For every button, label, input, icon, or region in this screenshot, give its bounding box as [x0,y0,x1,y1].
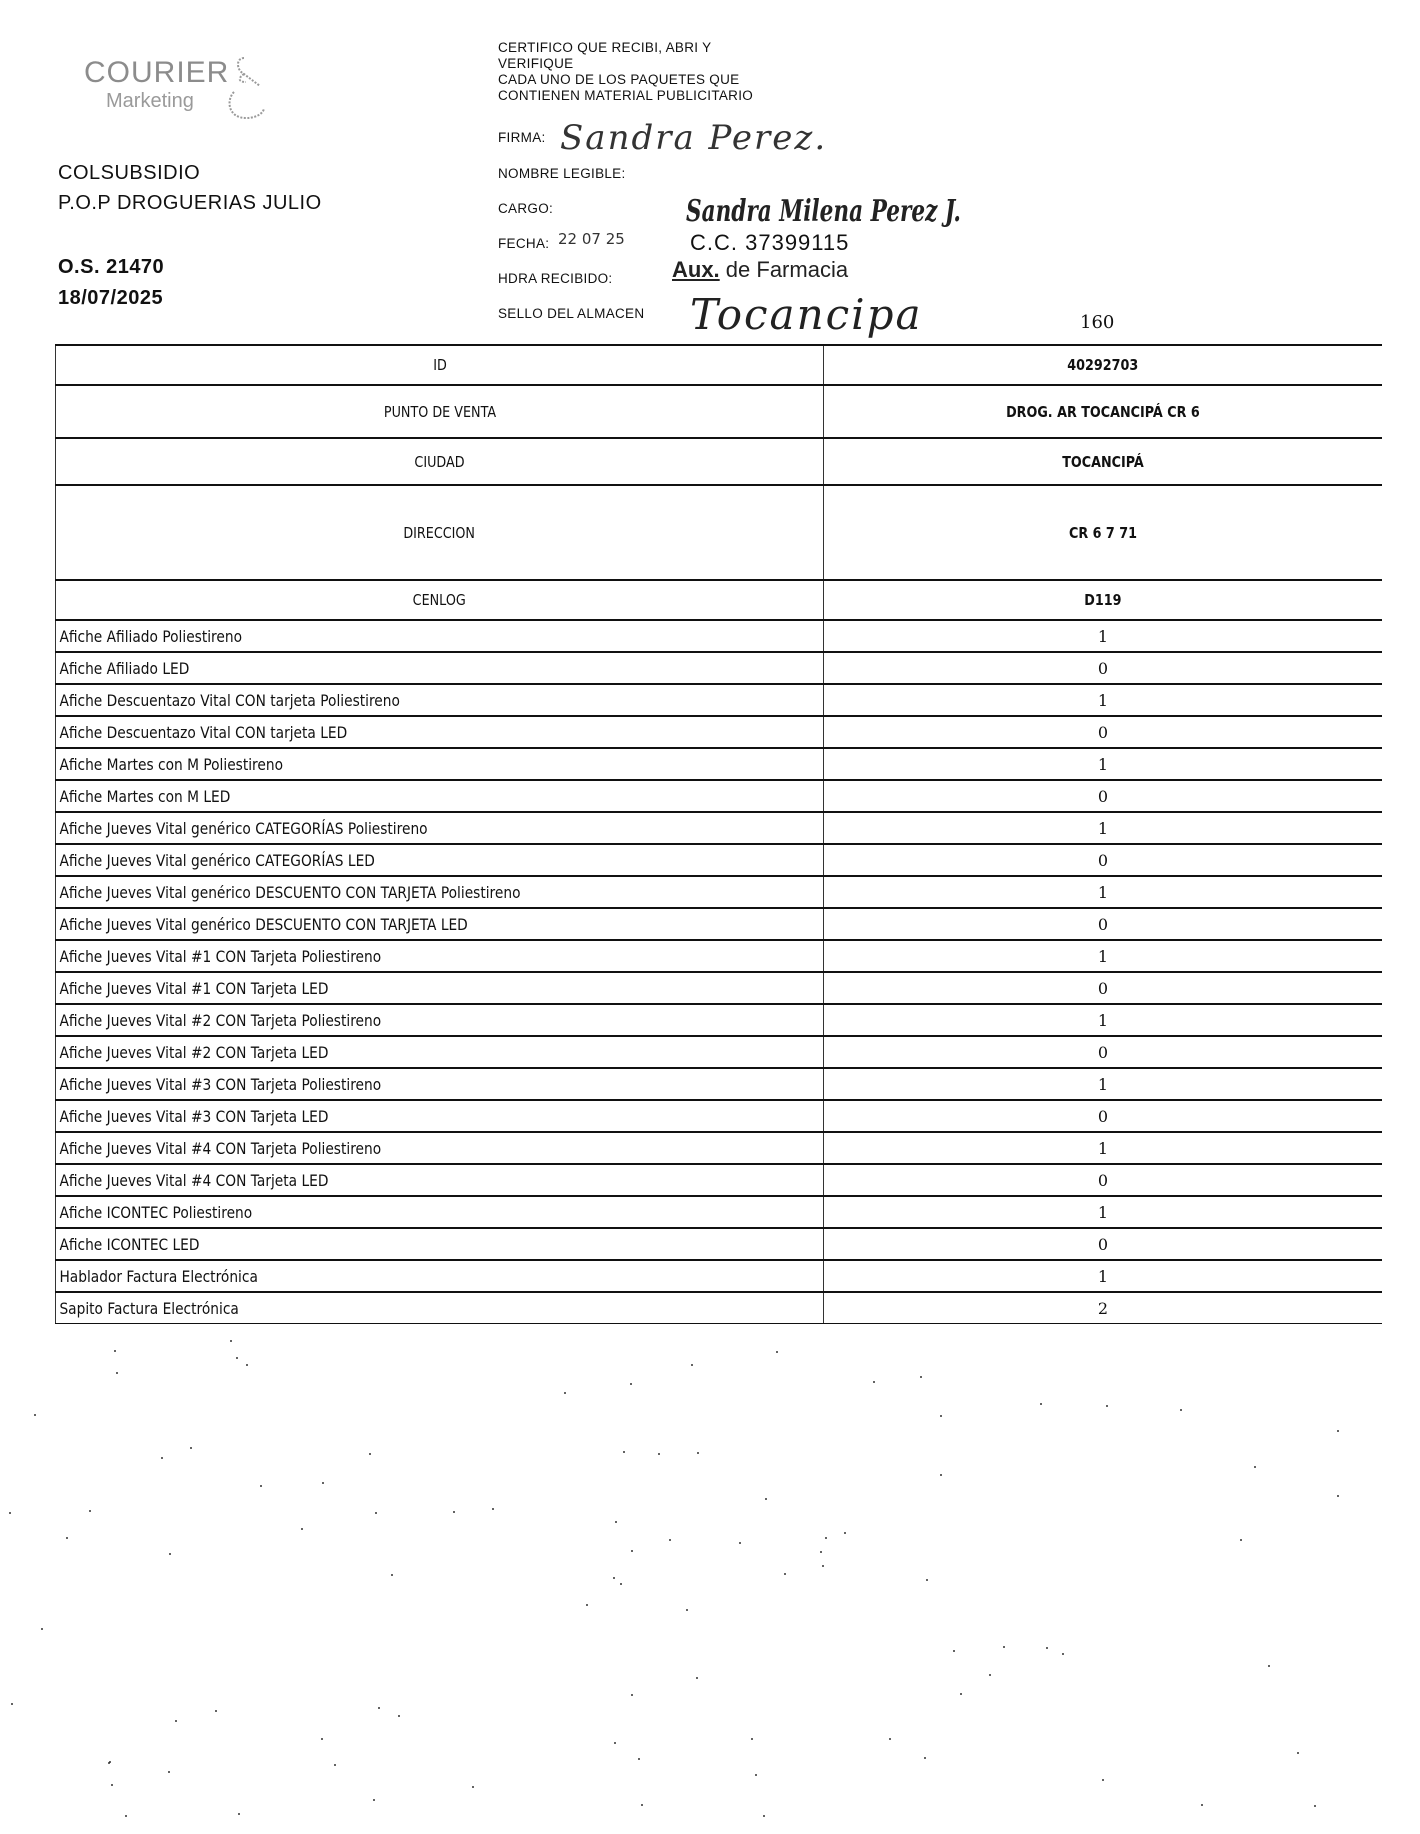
item-row [56,716,1383,748]
item-row [56,844,1383,876]
signature: Sandra Perez. [560,118,828,158]
info-value-text: TOCANCIPÁ [1062,452,1144,471]
scan-speck [691,1364,693,1366]
info-value-text: DROG. AR TOCANCIPÁ CR 6 [1006,402,1200,421]
scan-speck [1337,1495,1339,1497]
scan-speck [755,1774,757,1776]
item-row [56,1036,1383,1068]
scan-speck [1062,1653,1064,1655]
certification-text [498,40,753,104]
scan-speck [822,1565,824,1567]
item-row [56,684,1383,716]
scan-speck [1106,1405,1108,1407]
scan-speck [989,1674,991,1676]
scan-speck [953,1650,955,1652]
order-number: O.S. 21470 [58,256,165,278]
item-row [56,1196,1383,1228]
item-quantity: 0 [824,1100,1383,1132]
scan-speck [1240,1539,1242,1541]
scan-speck [161,1457,163,1459]
scan-speck [776,1351,778,1353]
stamp-name: Sandra Milena Perez J. [686,194,961,229]
item-name: Afiche Afiliado LED [59,658,190,678]
item-name-cell [56,812,824,844]
scan-speck [175,1720,177,1722]
logo-tagline: Marketing [106,90,194,112]
scan-speck [1268,1665,1270,1667]
item-name-cell [56,620,824,652]
delivery-table [55,344,1382,1324]
scan-speck [168,1771,170,1773]
item-quantity: 0 [824,652,1383,684]
scan-speck [686,1609,688,1611]
scan-speck [960,1693,962,1695]
scan-speck [89,1510,91,1512]
scan-speck [1102,1779,1104,1781]
item-quantity: 1 [824,1068,1383,1100]
scan-speck [765,1498,767,1500]
item-row [56,1292,1383,1324]
scan-speck [614,1742,616,1744]
item-name-cell [56,1292,824,1324]
item-row [56,1228,1383,1260]
scan-speck [1314,1805,1316,1807]
scan-speck [260,1485,262,1487]
logo-brand: COURIER [84,56,230,89]
scan-speck [844,1532,846,1534]
scan-speck [615,1521,617,1523]
stamp-role-abbrev: Aux. [672,257,720,282]
item-name: Afiche Jueves Vital #3 CON Tarjeta Poliestireno [59,1074,382,1094]
scan-speck [1046,1647,1048,1649]
item-row [56,780,1383,812]
firma-label: FIRMA: [498,130,546,145]
item-quantity: 0 [824,1228,1383,1260]
scan-speck [125,1815,127,1817]
scan-speck [564,1392,566,1394]
info-label-text: ID [432,356,447,374]
item-row [56,908,1383,940]
scan-speck [398,1715,400,1717]
item-name-cell [56,1164,824,1196]
scan-speck [1003,1646,1005,1648]
item-quantity: 0 [824,780,1383,812]
item-quantity: 1 [824,1260,1383,1292]
cargo-label: CARGO: [498,201,554,216]
scan-speck [940,1474,942,1476]
item-quantity: 1 [824,1004,1383,1036]
info-label-text: PUNTO DE VENTA [383,402,496,421]
item-row [56,1260,1383,1292]
item-quantity: 1 [824,748,1383,780]
cert-line: VERIFIQUE [498,56,574,71]
scan-speck [108,1762,110,1764]
info-value [824,345,1383,385]
cert-line: CERTIFICO QUE RECIBI, ABRI Y [498,40,712,55]
ampersand-logo-icon [224,52,274,122]
info-label [56,385,824,438]
item-quantity: 0 [824,716,1383,748]
item-row [56,940,1383,972]
scan-speck [169,1553,171,1555]
item-name: Hablador Factura Electrónica [59,1266,258,1286]
courier-marketing-logo [84,52,274,122]
info-value [824,385,1383,438]
item-row [56,652,1383,684]
item-name-cell [56,652,824,684]
scan-speck [391,1574,393,1576]
cert-line: CADA UNO DE LOS PAQUETES QUE [498,72,740,87]
scan-speck [739,1542,741,1544]
info-label [56,485,824,580]
scan-speck [873,1381,875,1383]
scan-speck [1201,1804,1203,1806]
hora-recibido-label: HDRA RECIBIDO: [498,271,613,286]
item-name-cell [56,684,824,716]
info-label [56,345,824,385]
item-quantity: 0 [824,1164,1383,1196]
item-name: Afiche Descuentazo Vital CON tarjeta Poliestireno [59,690,400,710]
scan-speck [751,1738,753,1740]
info-label-text: DIRECCION [403,523,476,542]
item-name-cell [56,1228,824,1260]
scan-speck [763,1815,765,1817]
stamp-role [672,257,848,283]
scan-speck [1040,1403,1042,1405]
scan-speck [658,1453,660,1455]
info-row-ciudad [56,438,1383,485]
info-value-text: D119 [1084,591,1122,609]
item-name: Afiche ICONTEC LED [59,1234,200,1254]
scan-speck [630,1383,632,1385]
scan-speck [11,1703,13,1705]
item-name: Afiche Afiliado Poliestireno [59,626,243,646]
item-row [56,1132,1383,1164]
scan-speck [669,1539,671,1541]
item-name-cell [56,716,824,748]
item-name: Afiche Jueves Vital #4 CON Tarjeta LED [59,1170,329,1190]
info-row-id [56,345,1383,385]
stamp-role-rest: de Farmacia [719,257,849,282]
item-quantity: 1 [824,876,1383,908]
scan-speck [66,1537,68,1539]
item-name: Afiche Martes con M Poliestireno [59,754,284,774]
scan-speck [238,1813,240,1815]
stamp-id-number: C.C. 37399115 [690,230,850,255]
item-row [56,972,1383,1004]
scan-speck [322,1482,324,1484]
sello-almacen-label: SELLO DEL ALMACEN [498,306,645,321]
scan-speck [190,1447,192,1449]
box-number: 160 [1080,312,1115,333]
scan-speck [926,1579,928,1581]
item-name: Afiche Jueves Vital #4 CON Tarjeta Poliestireno [59,1138,382,1158]
scan-speck [111,1784,113,1786]
sello-handwritten: Tocancipa [690,290,923,339]
scan-speck [820,1551,822,1553]
item-name: Sapito Factura Electrónica [59,1298,239,1318]
scan-speck [301,1528,303,1530]
info-value [824,485,1383,580]
item-name-cell [56,876,824,908]
item-name-cell [56,940,824,972]
items-list [56,620,1383,1324]
item-row [56,620,1383,652]
item-name: Afiche Jueves Vital #2 CON Tarjeta Poliestireno [59,1010,382,1030]
item-name: Afiche Jueves Vital #3 CON Tarjeta LED [59,1106,329,1126]
scan-speck [236,1357,238,1359]
info-label-text: CENLOG [412,591,467,609]
scan-speck [1254,1466,1256,1468]
scan-speck [369,1453,371,1455]
item-name: Afiche Jueves Vital genérico DESCUENTO CON TARJETA LED [59,914,468,934]
scan-speck [586,1604,588,1606]
fecha-handwritten: 22 07 25 [558,230,625,248]
item-row [56,748,1383,780]
scan-speck [631,1550,633,1552]
scan-speck [246,1364,248,1366]
scan-speck [623,1451,625,1453]
scan-speck [1180,1409,1182,1411]
info-label-text: CIUDAD [414,452,465,471]
scan-speck [230,1340,232,1342]
item-quantity: 0 [824,1036,1383,1068]
scan-speck [638,1758,640,1760]
info-value [824,438,1383,485]
item-row [56,1100,1383,1132]
item-quantity: 1 [824,684,1383,716]
scan-speck [1337,1430,1339,1432]
item-quantity: 1 [824,1196,1383,1228]
item-name-cell [56,908,824,940]
info-value-text: 40292703 [1067,356,1139,374]
info-row-direccion [56,485,1383,580]
client-name: COLSUBSIDIO [58,162,201,184]
item-name: Afiche ICONTEC Poliestireno [59,1202,253,1222]
scan-speck [613,1577,615,1579]
item-name: Afiche Jueves Vital #1 CON Tarjeta Poliestireno [59,946,382,966]
scan-speck [920,1376,922,1378]
item-quantity: 1 [824,812,1383,844]
scan-speck [696,1677,698,1679]
item-name-cell [56,780,824,812]
info-value [824,580,1383,620]
item-row [56,1068,1383,1100]
scan-speck [375,1512,377,1514]
item-quantity: 0 [824,972,1383,1004]
scan-speck [114,1350,116,1352]
item-quantity: 0 [824,908,1383,940]
order-date: 18/07/2025 [58,287,164,309]
scan-speck [492,1508,494,1510]
info-label [56,580,824,620]
item-name: Afiche Martes con M LED [59,786,231,806]
scan-speck [9,1512,11,1514]
item-quantity: 2 [824,1292,1383,1324]
item-row [56,1164,1383,1196]
item-row [56,812,1383,844]
scan-speck [215,1710,217,1712]
cert-line: CONTIENEN MATERIAL PUBLICITARIO [498,88,754,103]
item-quantity: 1 [824,1132,1383,1164]
item-name-cell [56,1036,824,1068]
item-name-cell [56,1004,824,1036]
item-name-cell [56,844,824,876]
item-name: Afiche Jueves Vital genérico CATEGORÍAS LED [59,850,375,870]
info-value-text: CR 6 7 71 [1068,523,1137,542]
item-name-cell [56,748,824,780]
scan-speck [889,1738,891,1740]
item-name: Afiche Jueves Vital genérico CATEGORÍAS Poliestireno [59,818,428,838]
item-name-cell [56,972,824,1004]
item-quantity: 1 [824,940,1383,972]
scan-speck [924,1757,926,1759]
scan-speck [784,1573,786,1575]
scan-speck [116,1372,118,1374]
item-name: Afiche Jueves Vital #1 CON Tarjeta LED [59,978,329,998]
item-name: Afiche Descuentazo Vital CON tarjeta LED [59,722,348,742]
scan-speck [620,1583,622,1585]
info-row-cenlog [56,580,1383,620]
scan-speck [825,1537,827,1539]
item-name: Afiche Jueves Vital #2 CON Tarjeta LED [59,1042,329,1062]
fecha-label: FECHA: [498,236,550,251]
scan-speck [378,1707,380,1709]
scan-speck [472,1786,474,1788]
scan-speck [373,1799,375,1801]
nombre-legible-label: NOMBRE LEGIBLE: [498,166,626,181]
scan-speck [34,1414,36,1416]
item-name-cell [56,1068,824,1100]
item-row [56,876,1383,908]
item-name-cell [56,1100,824,1132]
item-name-cell [56,1260,824,1292]
scan-speck [697,1452,699,1454]
scan-speck [641,1804,643,1806]
scan-speck [334,1764,336,1766]
item-name-cell [56,1196,824,1228]
scan-speck [41,1628,43,1630]
item-row [56,1004,1383,1036]
scan-speck [453,1511,455,1513]
item-quantity: 1 [824,620,1383,652]
scan-speck [940,1415,942,1417]
project-title: P.O.P DROGUERIAS JULIO [58,192,322,214]
scan-speck [321,1738,323,1740]
item-name-cell [56,1132,824,1164]
scan-speck [1297,1752,1299,1754]
scan-speck [631,1694,633,1696]
item-quantity: 0 [824,844,1383,876]
info-label [56,438,824,485]
info-row-punto-de-venta [56,385,1383,438]
item-name: Afiche Jueves Vital genérico DESCUENTO CON TARJETA Poliestireno [59,882,521,902]
